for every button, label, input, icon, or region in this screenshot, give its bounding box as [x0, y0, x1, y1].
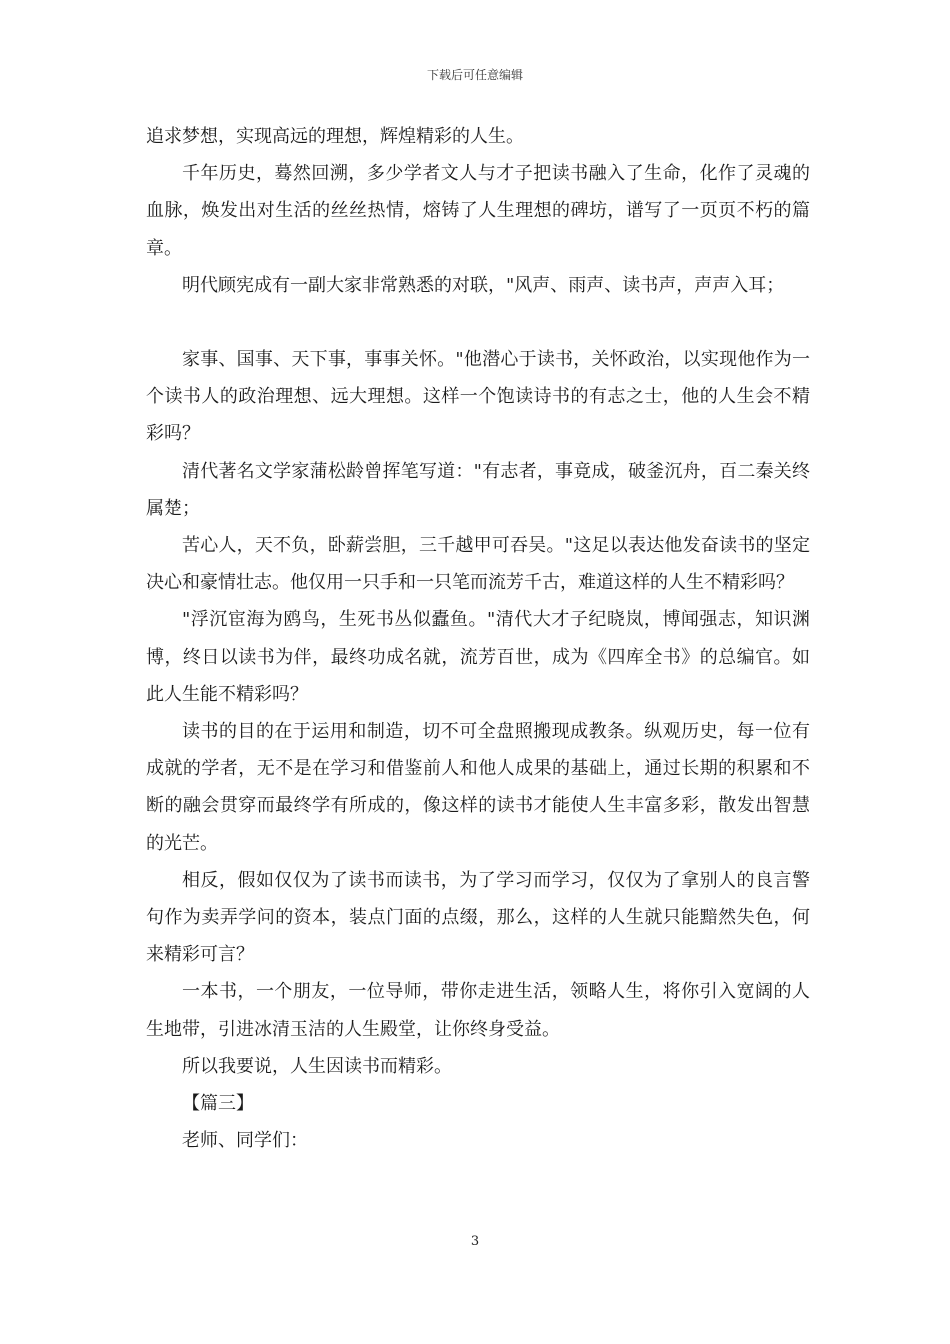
paragraph: 苦心人，天不负，卧薪尝胆，三千越甲可吞吴。"这足以表达他发奋读书的坚定决心和豪情壮志。他仅用一只手和一只笔而流芳千古，难道这样的人生不精彩吗？: [146, 535, 810, 594]
paragraph: 明代顾宪成有一副大家非常熟悉的对联，"风声、雨声、读书声，声声入耳；: [182, 274, 785, 296]
paragraph: 千年历史，蓦然回溯，多少学者文人与才子把读书融入了生命，化作了灵魂的血脉，焕发出对生活的丝丝热情，熔铸了人生理想的碑坊，谱写了一页页不朽的篇章。: [146, 163, 810, 259]
blank-line: [146, 304, 810, 341]
paragraph: 所以我要说，人生因读书而精彩。: [182, 1055, 452, 1077]
paragraph: "浮沉宦海为鸥鸟，生死书丛似蠹鱼。"清代大才子纪晓岚，博闻强志，知识渊博，终日以读书为伴，最终功成名就，流芳百世，成为《四库全书》的总编官。如此人生能不精彩吗？: [146, 609, 810, 705]
paragraph: 追求梦想，实现高远的理想，辉煌精彩的人生。: [146, 126, 524, 147]
paragraph: 相反，假如仅仅为了读书而读书，为了学习而学习，仅仅为了拿别人的良言警句作为卖弄学问的资本，装点门面的点缀，那么，这样的人生就只能黯然失色，何来精彩可言？: [146, 869, 810, 966]
paragraph: 家事、国事、天下事，事事关怀。"他潜心于读书，关怀政治，以实现他作为一个读书人的政治理想、远大理想。这样一个饱读诗书的有志之士，他的人生会不精彩吗？: [146, 349, 810, 445]
page-header: 下载后可任意编辑: [426, 68, 523, 82]
salutation: 老师、同学们：: [182, 1130, 308, 1152]
paragraph: 清代著名文学家蒲松龄曾挥笔写道："有志者，事竟成，破釜沉舟，百二秦关终属楚；: [146, 460, 810, 519]
document-body: [146, 118, 810, 1159]
paragraph: 一本书，一个朋友，一位导师，带你走进生活，领略人生，将你引入宽阔的人生地带，引进冰清玉洁的人生殿堂，让你终身受益。: [146, 981, 810, 1040]
page-number: 3: [470, 1234, 480, 1249]
section-heading: 【篇三】: [182, 1093, 254, 1115]
paragraph: 读书的目的在于运用和制造，切不可全盘照搬现成教条。纵观历史，每一位有成就的学者，无不是在学习和借鉴前人和他人成果的基础上，通过长期的积累和不断的融会贯穿而最终学有所成的，像这样的读书才能使人生丰富多彩，散发出智慧的光芒。: [146, 721, 810, 854]
